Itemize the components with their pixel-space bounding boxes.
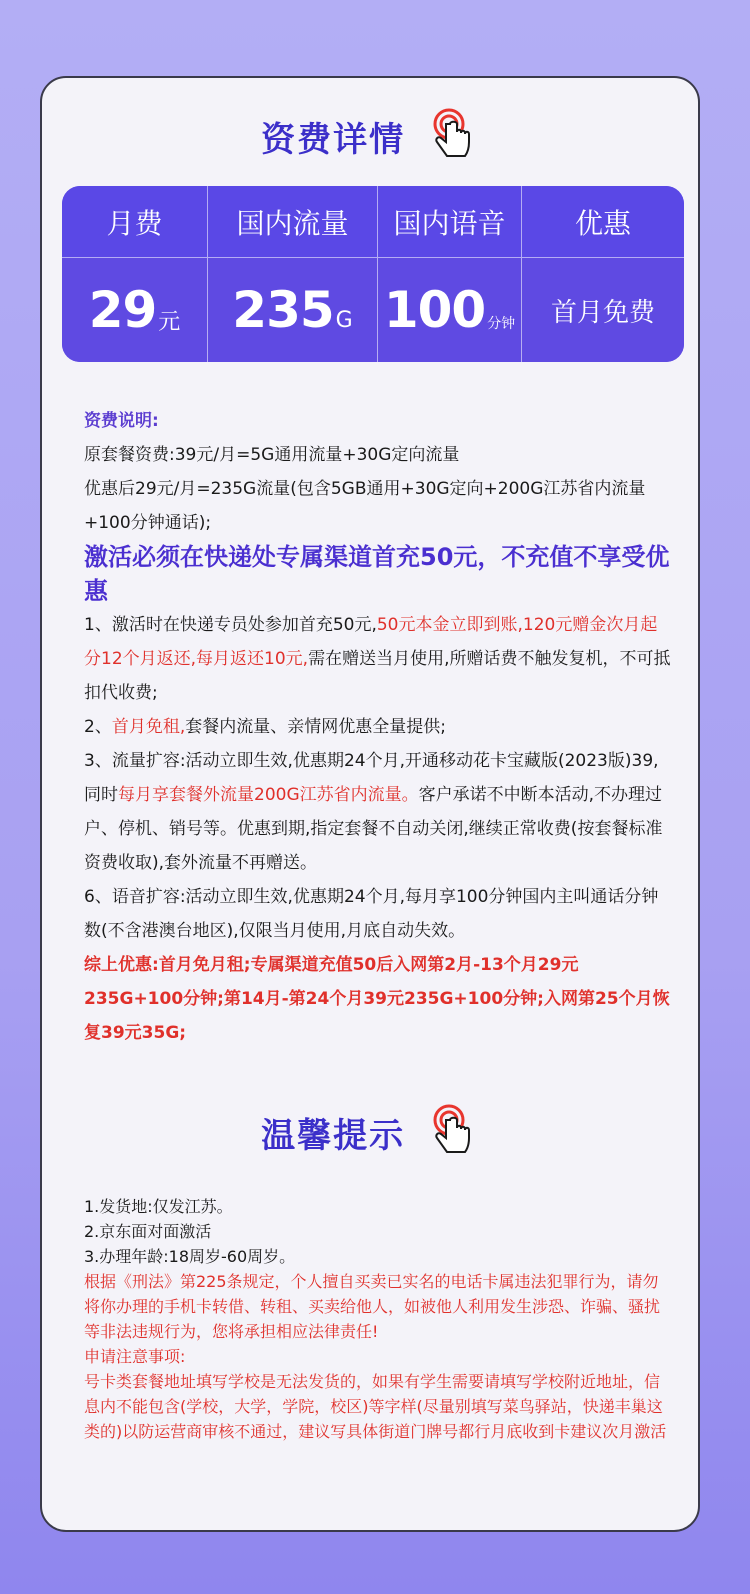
activation-highlight: 激活必须在快递处专属渠道首充50元，不充值不享受优惠 — [84, 543, 670, 605]
item2-text-b: 套餐内流量、亲情网优惠全量提供; — [185, 717, 446, 737]
tariff-title-text: 资费详情 — [261, 119, 406, 160]
details-label: 资费说明: — [84, 411, 159, 431]
tip-notice-title: 申请注意事项: — [84, 1347, 186, 1366]
data-value: 235 — [232, 281, 334, 339]
tip-notice-text: 号卡类套餐地址填写学校是无法发货的，如果有学生需要请填写学校附近地址，信息内不能包含(学校，大学，学院，校区)等字样(尽量别填写菜鸟驿站，快递丰巢这类的)以防运营商审核不通过，建议写具体街道门牌号都行月底收到卡建议次月激活 — [84, 1372, 667, 1441]
item3-text-a: 3、流量扩容:活动立即生效,优惠期24个月,开通移动花卡宝藏版(2023版)39,同时 — [84, 751, 659, 805]
tip-shipping: 1.发货地:仅发江苏。 — [84, 1197, 233, 1216]
tariff-table — [62, 186, 684, 362]
details-line-discounted: 优惠后29元/月=235G流量(包含5GB通用+30G定向+200G江苏省内流量+100分钟通话); — [84, 479, 646, 533]
voice-value: 100 — [383, 281, 486, 339]
tip-law-warning: 根据《刑法》第225条规定，个人擅自买卖已实名的电话卡属违法犯罪行为，请勿将你办理的手机卡转借、转租、买卖给他人，如被他人利用发生涉恐、诈骗、骚扰等非法违规行为，您将承担相应法律责任! — [84, 1272, 661, 1341]
discount-cell — [522, 258, 684, 362]
info-card — [40, 76, 700, 1532]
fee-value: 29 — [88, 281, 157, 339]
item1-text-red: 50元本金立即到账,120元赠金次月起分12个月返还,每月返还10元, — [84, 615, 658, 669]
detail-item-3 — [84, 744, 674, 880]
item2-text-a: 2、 — [84, 717, 112, 737]
item3-text-b: 客户承诺不中断本活动,不办理过户、停机、销号等。优惠到期,指定套餐不自动关闭,继续正常收费(按套餐标准资费收取),套外流量不再赠送。 — [84, 785, 663, 873]
summary-text: 综上优惠:首月免月租;专属渠道充值50后入网第2月-13个月29元235G+100分钟;第14月-第24个月39元235G+100分钟;入网第25个月恢复39元35G; — [84, 955, 670, 1043]
tap-finger-icon — [431, 1104, 479, 1160]
tap-finger-icon — [431, 108, 479, 164]
item1-text-b: 需在赠送当月使用,所赠话费不触发复机，不可抵扣代收费; — [84, 649, 671, 703]
fee-unit: 元 — [158, 309, 181, 335]
item2-text-red: 首月免租, — [111, 717, 186, 737]
item1-text-a: 1、激活时在快递专员处参加首充50元, — [84, 615, 377, 635]
fee-cell — [62, 258, 208, 362]
detail-item-2 — [84, 710, 674, 744]
header-domestic-data: 国内流量 — [208, 186, 378, 258]
data-cell — [208, 258, 378, 362]
header-monthly-fee: 月费 — [62, 186, 208, 258]
header-discount: 优惠 — [522, 186, 684, 258]
voice-unit: 分钟 — [487, 316, 516, 332]
tips-list — [84, 1194, 674, 1444]
data-unit: G — [335, 307, 353, 333]
tips-section-title — [42, 1104, 698, 1160]
discount-value: 首月免费 — [550, 297, 655, 328]
detail-item-6: 6、语音扩容:活动立即生效,优惠期24个月,每月享100分钟国内主叫通话分钟数(不含港澳台地区),仅限当月使用,月底自动失效。 — [84, 887, 659, 941]
detail-item-1 — [84, 608, 674, 710]
voice-cell — [378, 258, 522, 362]
tip-activation: 2.京东面对面激活 — [84, 1222, 212, 1241]
header-domestic-voice: 国内语音 — [378, 186, 522, 258]
tips-title-text: 温馨提示 — [261, 1115, 406, 1156]
details-line-original: 原套餐资费:39元/月=5G通用流量+30G定向流量 — [84, 445, 460, 465]
tariff-details — [84, 404, 674, 1050]
item3-text-red: 每月享套餐外流量200G江苏省内流量。 — [118, 785, 419, 805]
tip-age: 3.办理年龄:18周岁-60周岁。 — [84, 1247, 296, 1266]
tariff-section-title — [42, 108, 698, 164]
